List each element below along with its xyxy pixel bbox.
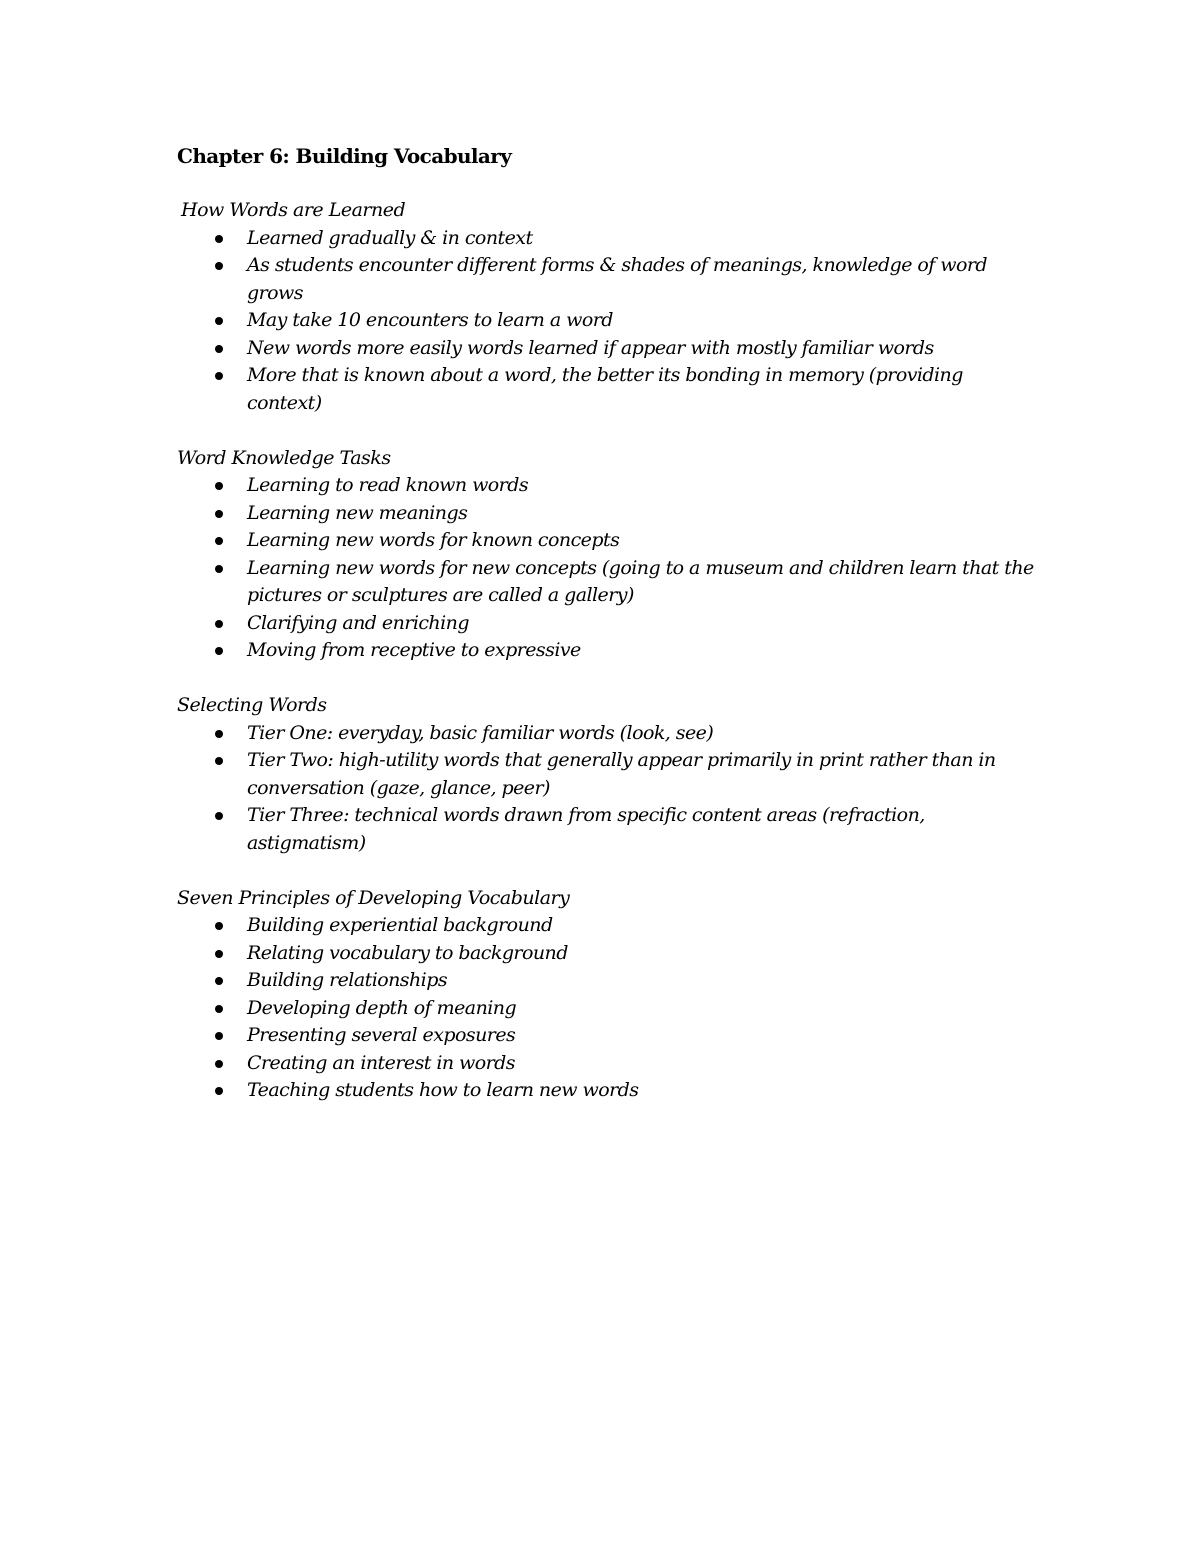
bullet-icon xyxy=(215,345,223,353)
list-item-text: Learning new meanings xyxy=(247,501,468,524)
list-item-text: Clarifying and enriching xyxy=(247,611,469,634)
list-item xyxy=(177,967,1037,995)
list-item xyxy=(177,610,1037,638)
list-item-text: Building experiential background xyxy=(247,914,553,936)
section-selecting-words xyxy=(177,692,1037,857)
list-item-text: Developing depth of meaning xyxy=(247,996,517,1019)
bullet-icon xyxy=(215,565,223,573)
document-body xyxy=(177,197,1037,1132)
list-item xyxy=(177,500,1037,528)
list-item xyxy=(177,472,1037,500)
bullet-icon xyxy=(215,372,223,380)
bullet-icon xyxy=(215,922,223,930)
list-item xyxy=(177,527,1037,555)
page-title: Chapter 6: Building Vocabulary xyxy=(177,144,512,168)
list-item-text: Tier Two: high-utility words that generally appear primarily in print rather than in conversation (gaze, glance, peer) xyxy=(247,749,996,799)
bullet-icon xyxy=(215,235,223,243)
bullet-icon xyxy=(215,620,223,628)
list-item-text: May take 10 encounters to learn a word xyxy=(247,309,613,331)
list-item-text: Tier One: everyday, basic familiar words (look, see) xyxy=(247,721,714,744)
list-item xyxy=(177,1077,1037,1105)
bullet-list xyxy=(177,472,1037,665)
list-item-text: Moving from receptive to expressive xyxy=(247,639,581,661)
list-item-text: Learned gradually & in context xyxy=(247,226,533,249)
list-item-text: Learning new words for new concepts (going to a museum and children learn that the pictures or sculptures are called a gallery) xyxy=(247,556,1034,606)
list-item-text: More that is known about a word, the better its bonding in memory (providing context) xyxy=(247,364,963,414)
bullet-icon xyxy=(215,537,223,545)
bullet-icon xyxy=(215,1032,223,1040)
bullet-icon xyxy=(215,812,223,820)
list-item xyxy=(177,940,1037,968)
bullet-icon xyxy=(215,977,223,985)
list-item-text: Presenting several exposures xyxy=(247,1024,516,1046)
list-item xyxy=(177,362,1037,417)
section-word-knowledge-tasks xyxy=(177,445,1037,665)
bullet-list xyxy=(177,912,1037,1105)
bullet-icon xyxy=(215,1005,223,1013)
list-item xyxy=(177,802,1037,857)
section-heading: Seven Principles of Developing Vocabulary xyxy=(177,886,570,909)
section-heading: How Words are Learned xyxy=(181,199,406,221)
list-item xyxy=(177,555,1037,610)
bullet-list xyxy=(177,225,1037,418)
list-item-text: Creating an interest in words xyxy=(247,1051,515,1074)
list-item xyxy=(177,225,1037,253)
bullet-icon xyxy=(215,510,223,518)
list-item-text: Learning new words for known concepts xyxy=(247,529,620,551)
list-item xyxy=(177,335,1037,363)
list-item xyxy=(177,1050,1037,1078)
list-item-text: Learning to read known words xyxy=(247,474,529,496)
bullet-icon xyxy=(215,950,223,958)
section-heading: Word Knowledge Tasks xyxy=(177,446,391,469)
bullet-icon xyxy=(215,262,223,270)
section-heading: Selecting Words xyxy=(177,694,327,716)
list-item xyxy=(177,252,1037,307)
list-item-text: Relating vocabulary to background xyxy=(247,941,568,964)
bullet-list xyxy=(177,720,1037,858)
list-item-text: Teaching students how to learn new words xyxy=(247,1079,639,1101)
bullet-icon xyxy=(215,1087,223,1095)
bullet-icon xyxy=(215,1060,223,1068)
list-item-text: As students encounter different forms & shades of meanings, knowledge of word grows xyxy=(247,254,987,304)
bullet-icon xyxy=(215,647,223,655)
bullet-icon xyxy=(215,730,223,738)
section-seven-principles xyxy=(177,885,1037,1105)
bullet-icon xyxy=(215,482,223,490)
list-item xyxy=(177,307,1037,335)
list-item-text: Building relationships xyxy=(247,969,448,991)
list-item-text: New words more easily words learned if appear with mostly familiar words xyxy=(247,336,934,359)
bullet-icon xyxy=(215,757,223,765)
list-item xyxy=(177,995,1037,1023)
section-how-words-are-learned xyxy=(177,197,1037,417)
bullet-icon xyxy=(215,317,223,325)
list-item xyxy=(177,637,1037,665)
list-item xyxy=(177,720,1037,748)
list-item xyxy=(177,1022,1037,1050)
list-item xyxy=(177,747,1037,802)
list-item-text: Tier Three: technical words drawn from specific content areas (refraction, astigmatism) xyxy=(247,804,925,854)
list-item xyxy=(177,912,1037,940)
